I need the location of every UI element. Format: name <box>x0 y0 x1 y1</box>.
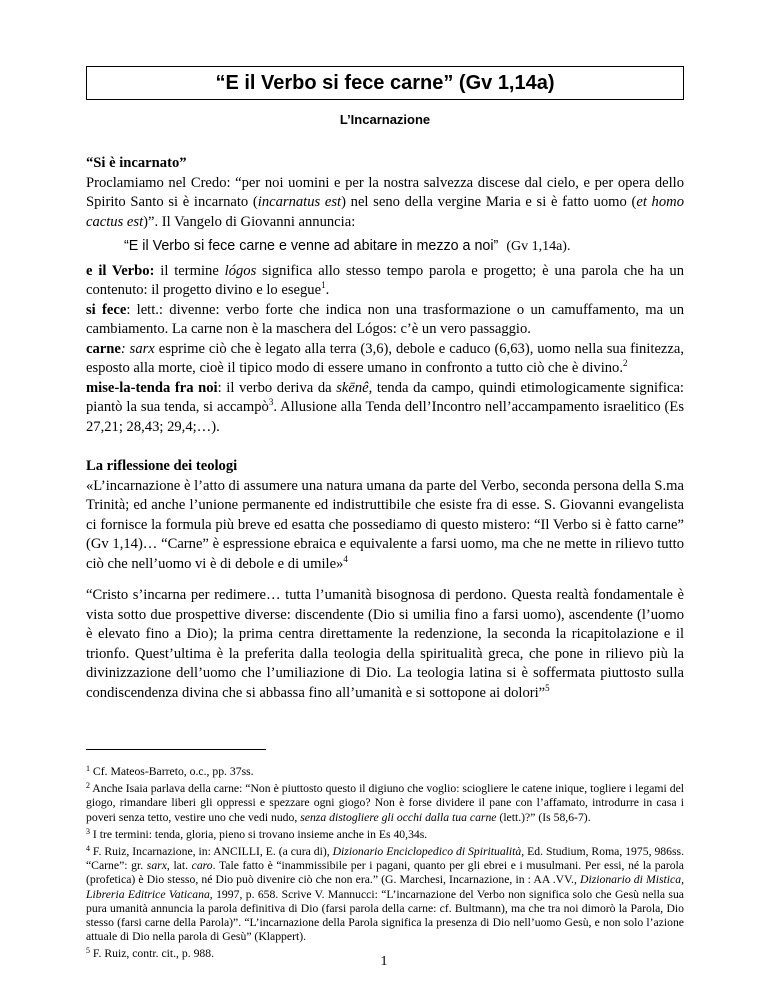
footnote-3: $^3$ I tre termini: tenda, gloria, pieno si trovano insieme anche in Es 40,34s. <box>86 826 428 841</box>
title-box <box>86 66 684 100</box>
definition-tenda: mise-la-tenda fra noi: il verbo deriva da skēnê, tenda da campo, quindi etimologicamente significa: piantò la sua tenda, si accampò$^3$. Allusione alla Tenda dell’Incontro nell’accampamento israelitico (Es 27,21; 28,43; 29,4;…). <box>86 379 685 435</box>
footnote-divider <box>86 749 266 750</box>
document-subtitle: L’Incarnazione <box>339 112 431 127</box>
page-number: 1 <box>380 954 388 969</box>
footnote-ref[interactable]: 3 <box>268 397 274 408</box>
page-content <box>86 66 684 703</box>
document-title: “E il Verbo si fece carne” (Gv 1,14a) <box>215 71 555 94</box>
footnotes <box>86 749 684 962</box>
footnote-ref[interactable]: 2 <box>623 358 628 369</box>
footnote-5: $^5$ F. Ruiz, contr. cit., p. 988. <box>86 946 215 961</box>
gospel-quote: “E il Verbo si fece carne e venne ad abitare in mezzo a noi” (Gv 1,14a). <box>124 238 571 254</box>
section-heading: “Si è incarnato” <box>86 155 187 171</box>
footnote-ref[interactable]: 1 <box>321 280 326 291</box>
definition-verbo: e il Verbo: il termine lógos significa allo stesso tempo parola e progetto; è una parola che ha un contenuto: il progetto divino e lo esegue$^1$. <box>86 262 684 298</box>
footnote-ref[interactable]: 4 <box>343 553 348 564</box>
footnote-ref[interactable]: 5 <box>545 682 550 693</box>
section-heading: La riflessione dei teologi <box>86 458 238 474</box>
section-incarnato <box>86 154 684 437</box>
paragraph-cristo: “Cristo s’incarna per redimere… tutta l’umanità bisognosa di perdono. Questa realtà fondamentale è vista sotto due prospettive diverse: discendente (Dio si umilia fino a farsi uomo), ascendente (l’uomo è elevato fino a Dio); la prima centra direttamente la redenzione, la seconda la ricapitolazione e il trionfo. Quest’ultima è la preferita dalla teologia della spiritualità greca, che pone in rilievo più la divinizzazione dell’uomo che l’umiliazione di Dio. La teologia latina si è soffermata piuttosto sulla condiscendenza divina che si abbassa fino all’umanità e si sottopone ai dolori”$^5$ <box>86 587 684 701</box>
definition-carne: carne: sarx esprime ciò che è legato alla terra (3,6), debole e caduco (6,63), uomo nella sua finitezza, esposto alla morte, cioè il tipico modo di essere umano in confronto a tutto ciò che è divino.$^2$ <box>86 340 685 376</box>
paragraph-credo: Proclamiamo nel Credo: “per noi uomini e per la nostra salvezza discese dal cielo, e per opera dello Spirito Santo si è incarnato (incarnatus est) nel seno della vergine Maria e si è fatto uomo (et homo cactus est)”. Il Vangelo di Giovanni annuncia: <box>86 174 684 230</box>
footnote-2: $^2$ Anche Isaia parlava della carne: “Non è piuttosto questo il digiuno che voglio: sciogliere le catene inique, togliere i legami del giogo, rimandare liberi gli oppressi e spezzare ogni giogo? Non è forse dividere il pane con l’affamato, introdurre in casa i poveri senza tetto, vestire uno che vedi nudo, senza distogliere gli occhi dalla tua carne (lett.)?” (Is 58,6-7). <box>86 781 684 824</box>
section-teologi <box>86 457 684 703</box>
footnote-4: $^4$ F. Ruiz, Incarnazione, in: ANCILLI, E. (a cura di), Dizionario Enciclopedico di Spiritualità, Ed. Studium, Roma, 1975, 986ss. “Carne”: gr. sarx, lat. caro. Tale fatto è “inammissibile per i pagani, quanto per gli ebrei e i musulmani. Per essi, né la parola (profetica) è Dio stesso, né Dio può divenire ciò che non era.” (G. Marchesi, Incarnazione, in : AA .VV., Dizionario di Mistica, Libreria Editrice Vaticana, 1997, p. 658. Scrive V. Mannucci: “L’incarnazione del Verbo non significa solo che Gesù nella sua pura umanità annuncia la parola definitiva di Dio (farsi parola della carne: cf. Bultmann), ma che tra noi dimorò la Parola, Dio stesso (farsi carne della Parola)”. “L’incarnazione della Parola significa la presenza di Dio nell’uomo Gesù, e non solo l’azione attuale di Dio nella parola di Gesù” (Klappert). <box>86 844 684 944</box>
paragraph-incarnazione: «L’incarnazione è l’atto di assumere una natura umana da parte del Verbo, seconda persona della S.ma Trinità; ed anche l’unione permanente ed indistruttibile che esiste fra di esse. S. Giovanni evangelista ci fornisce la formula più breve ed esatta che possediamo di questo mistero: “Il Verbo si è fatto carne” (Gv 1,14)… “Carne” è espressione ebraica e equivalente a farsi uomo, ma che ne mette in rilievo tutto ciò che nell’uomo vi è di debole e di umile»$^4$ <box>86 477 684 572</box>
footnote-1: $^1$ Cf. Mateos-Barreto, o.c., pp. 37ss. <box>86 764 254 778</box>
definition-si-fece: si fece: lett.: divenne: verbo forte che indica non una trasformazione o un camuffamento, ma un cambiamento. La carne non è la maschera del Lógos: c’è un vero passaggio. <box>86 301 684 337</box>
